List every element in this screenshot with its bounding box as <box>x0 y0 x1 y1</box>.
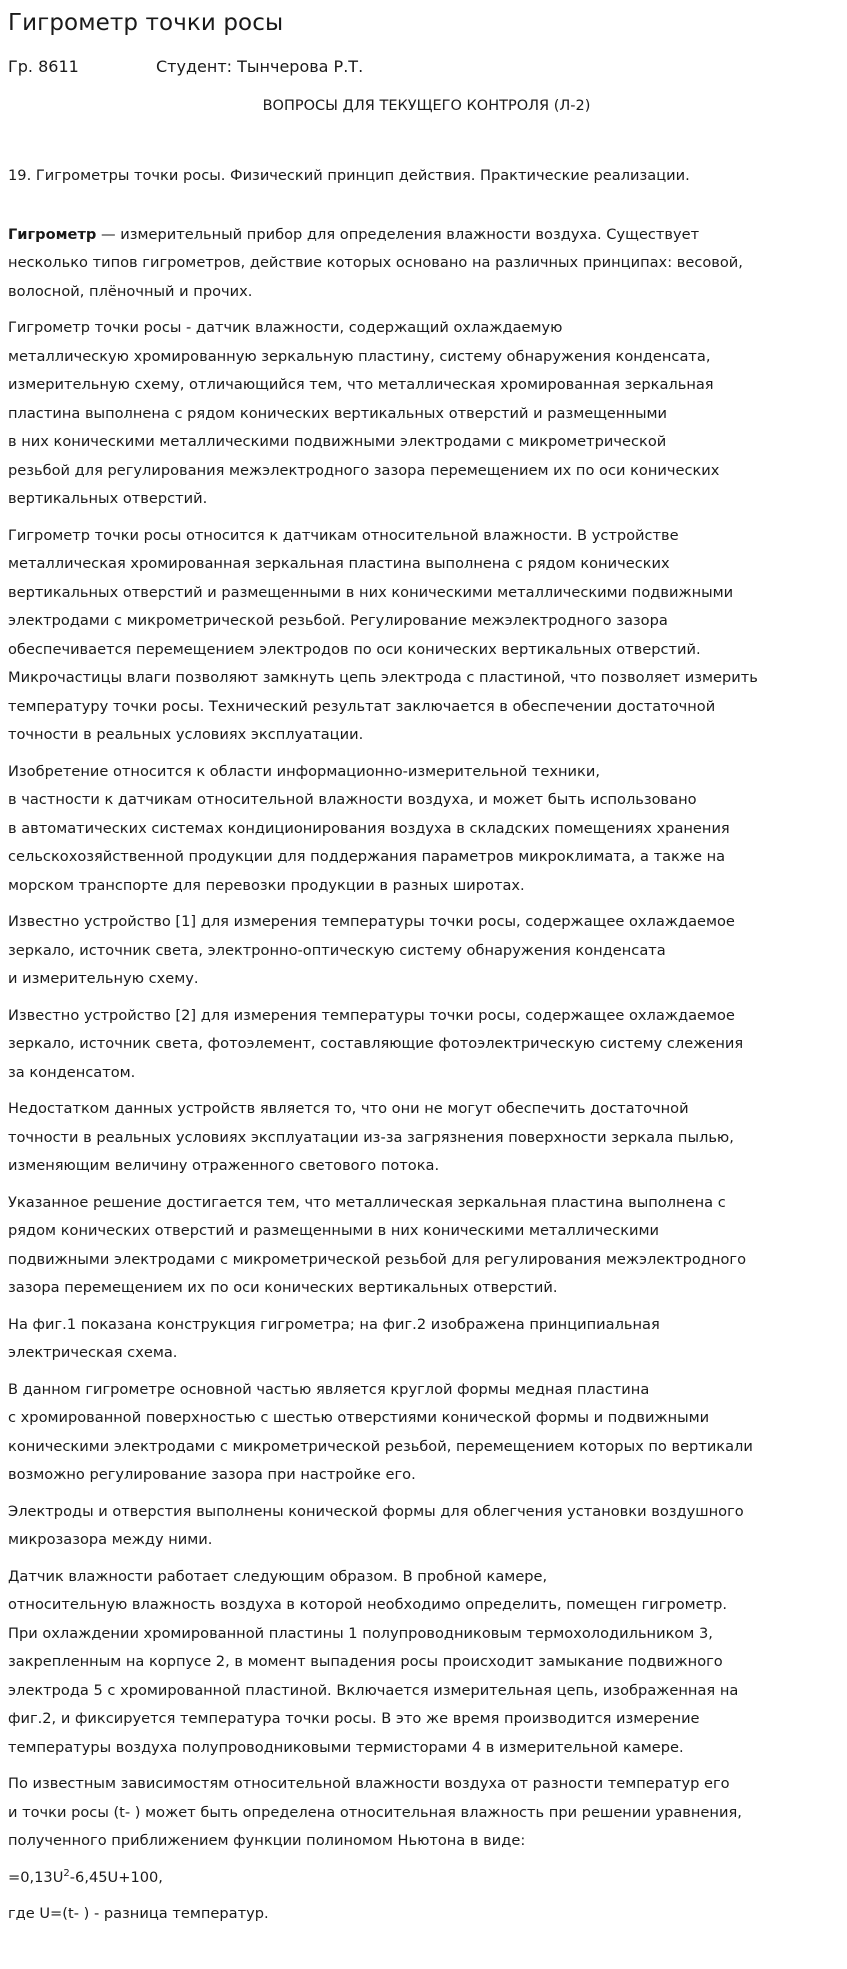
group-number: Гр. 8611 <box>8 57 79 76</box>
paragraph-line: рядом конических отверстий и размещенными в них коническими металлическими <box>8 1222 659 1239</box>
intro-line-3: волосной, плёночный и прочих. <box>8 282 253 300</box>
paragraph-line: зеркало, источник света, электронно-оптическую систему обнаружения конденсата <box>8 941 666 959</box>
paragraph-line: вертикальных отверстий и размещенными в них коническими металлическими подвижными <box>8 583 734 601</box>
paragraph-line: По известным зависимостям относительной влажности воздуха от разности температур его <box>8 1775 730 1792</box>
paragraph-line: в автоматических системах кондиционирования воздуха в складских помещениях хранения <box>8 819 730 837</box>
body-paragraph <box>8 314 839 514</box>
paragraph-line: Гигрометр точки росы относится к датчикам относительной влажности. В устройстве <box>8 526 679 544</box>
section-subtitle: ВОПРОСЫ ДЛЯ ТЕКУЩЕГО КОНТРОЛЯ (Л-2) <box>262 98 591 114</box>
paragraph-line: Известно устройство [2] для измерения температуры точки росы, содержащее охлаждаемое <box>8 1006 735 1024</box>
paragraph-line: Датчик влажности работает следующим образом. В пробной камере, <box>8 1567 548 1585</box>
paragraph-line: микрозазора между ними. <box>8 1531 213 1548</box>
formula-after: -6,45U+100, <box>69 1868 163 1886</box>
closing-paragraph <box>8 1900 839 1929</box>
paragraph-line: металлическую хромированную зеркальную пластину, систему обнаружения конденсата, <box>8 347 711 365</box>
paragraph-line: фиг.2, и фиксируется температура точки росы. В это же время производится измерение <box>8 1710 700 1727</box>
paragraph-line: обеспечивается перемещением электродов по оси конических вертикальных отверстий. <box>8 640 701 658</box>
paragraph-line: за конденсатом. <box>8 1063 136 1081</box>
intro-line-2: несколько типов гигрометров, действие которых основано на различных принципах: весовой, <box>8 254 743 271</box>
paragraph-line: с хромированной поверхностью с шестью отверстиями конической формы и подвижными <box>8 1409 710 1426</box>
paragraph-line: металлическая хромированная зеркальная пластина выполнена с рядом конических <box>8 555 670 572</box>
closing-line: где U=(t- ) - разница температур. <box>8 1905 269 1922</box>
paragraph-line: и измерительную схему. <box>8 970 199 987</box>
paragraph-line: подвижными электродами с микрометрической резьбой для регулирования межэлектродного <box>8 1250 747 1268</box>
document-body <box>8 162 839 1929</box>
author-info <box>8 56 839 78</box>
question-heading: 19. Гигрометры точки росы. Физический принцип действия. Практические реализации. <box>8 167 690 184</box>
paragraph-line: пластина выполнена с рядом конических вертикальных отверстий и размещенными <box>8 404 668 422</box>
paragraph-line: зеркало, источник света, фотоэлемент, составляющие фотоэлектрическую систему слежения <box>8 1035 744 1052</box>
student-name: Студент: Тынчерова Р.Т. <box>156 57 364 76</box>
paragraph-line: в частности к датчикам относительной влажности воздуха, и может быть использовано <box>8 791 697 808</box>
paragraph-line: резьбой для регулирования межэлектродного зазора перемещением их по оси конических <box>8 461 720 479</box>
paragraph-line: коническими электродами с микрометрической резьбой, перемещением которых по вертикали <box>8 1437 753 1455</box>
paragraph-line: точности в реальных условиях эксплуатации. <box>8 726 364 743</box>
paragraph-line: Изобретение относится к области информационно-измерительной техники, <box>8 762 600 780</box>
paragraph-line: электрода 5 с хромированной пластиной. Включается измерительная цепь, изображенная на <box>8 1681 739 1699</box>
paragraph-line: Указанное решение достигается тем, что металлическая зеркальная пластина выполнена с <box>8 1193 726 1211</box>
paragraph-line: Гигрометр точки росы - датчик влажности, содержащий охлаждаемую <box>8 319 563 336</box>
intro-line-1 <box>8 221 839 250</box>
body-paragraph <box>8 908 839 994</box>
paragraph-line: зазора перемещением их по оси конических вертикальных отверстий. <box>8 1279 558 1296</box>
paragraph-line: относительную влажность воздуха в которой необходимо определить, помещен гигрометр. <box>8 1596 728 1613</box>
body-paragraph <box>8 1498 839 1555</box>
formula <box>8 1864 839 1893</box>
paragraph-line: точности в реальных условиях эксплуатации из-за загрязнения поверхности зеркала пылью, <box>8 1128 734 1146</box>
paragraph-line: в них коническими металлическими подвижными электродами с микрометрической <box>8 433 667 450</box>
paragraph-line: Микрочастицы влаги позволяют замкнуть цепь электрода с пластиной, что позволяет измерить <box>8 669 758 686</box>
body-paragraph <box>8 1095 839 1181</box>
paragraph-line: В данном гигрометре основной частью является круглой формы медная пластина <box>8 1380 650 1398</box>
formula-line <box>8 1864 839 1893</box>
paragraph-line: закрепленным на корпусе 2, в момент выпадения росы происходит замыкание подвижного <box>8 1653 723 1670</box>
paragraph-line: электрическая схема. <box>8 1344 178 1361</box>
paragraph-line: температуры воздуха полупроводниковыми термисторами 4 в измерительной камере. <box>8 1738 684 1756</box>
paragraph-line: измерительную схему, отличающийся тем, что металлическая хромированная зеркальная <box>8 376 714 393</box>
intro-line-1-rest: — измерительный прибор для определения влажности воздуха. Существует <box>96 225 700 243</box>
paragraph-line: возможно регулирование зазора при настройке его. <box>8 1466 416 1483</box>
paragraph-line: При охлаждении хромированной пластины 1 полупроводниковым термохолодильником 3, <box>8 1624 713 1642</box>
body-paragraph <box>8 522 839 750</box>
paragraph-line: изменяющим величину отраженного светового потока. <box>8 1157 440 1174</box>
paragraph-list <box>8 314 839 1856</box>
paragraph-line: морском транспорте для перевозки продукции в разных широтах. <box>8 876 525 894</box>
body-paragraph <box>8 1002 839 1088</box>
intro-paragraph <box>8 221 839 307</box>
body-paragraph <box>8 1770 839 1856</box>
formula-exponent: 2 <box>63 1867 70 1879</box>
body-paragraph <box>8 758 839 901</box>
paragraph-line: и точки росы (t- ) может быть определена относительная влажность при решении уравнения, <box>8 1803 742 1821</box>
paragraph-line: Электроды и отверстия выполнены конической формы для облегчения установки воздушного <box>8 1502 744 1520</box>
page-title: Гигрометр точки росы <box>8 10 284 36</box>
body-paragraph <box>8 1189 839 1303</box>
paragraph-line: температуру точки росы. Технический результат заключается в обеспечении достаточной <box>8 697 716 715</box>
paragraph-line: полученного приближением функции полиномом Ньютона в виде: <box>8 1832 526 1849</box>
paragraph-line: На фиг.1 показана конструкция гигрометра; на фиг.2 изображена принципиальная <box>8 1315 660 1333</box>
term-bold: Гигрометр <box>8 225 97 243</box>
paragraph-line: электродами с микрометрической резьбой. Регулирование межэлектродного зазора <box>8 612 668 629</box>
paragraph-line: вертикальных отверстий. <box>8 490 208 507</box>
body-paragraph <box>8 1563 839 1763</box>
paragraph-line: Известно устройство [1] для измерения температуры точки росы, содержащее охлаждаемое <box>8 913 735 930</box>
paragraph-line: сельскохозяйственной продукции для поддержания параметров микроклимата, а также на <box>8 848 726 865</box>
body-paragraph <box>8 1376 839 1490</box>
paragraph-line: Недостатком данных устройств является то, что они не могут обеспечить достаточной <box>8 1100 689 1117</box>
formula-before: =0,13U <box>8 1868 64 1886</box>
body-paragraph <box>8 1311 839 1368</box>
